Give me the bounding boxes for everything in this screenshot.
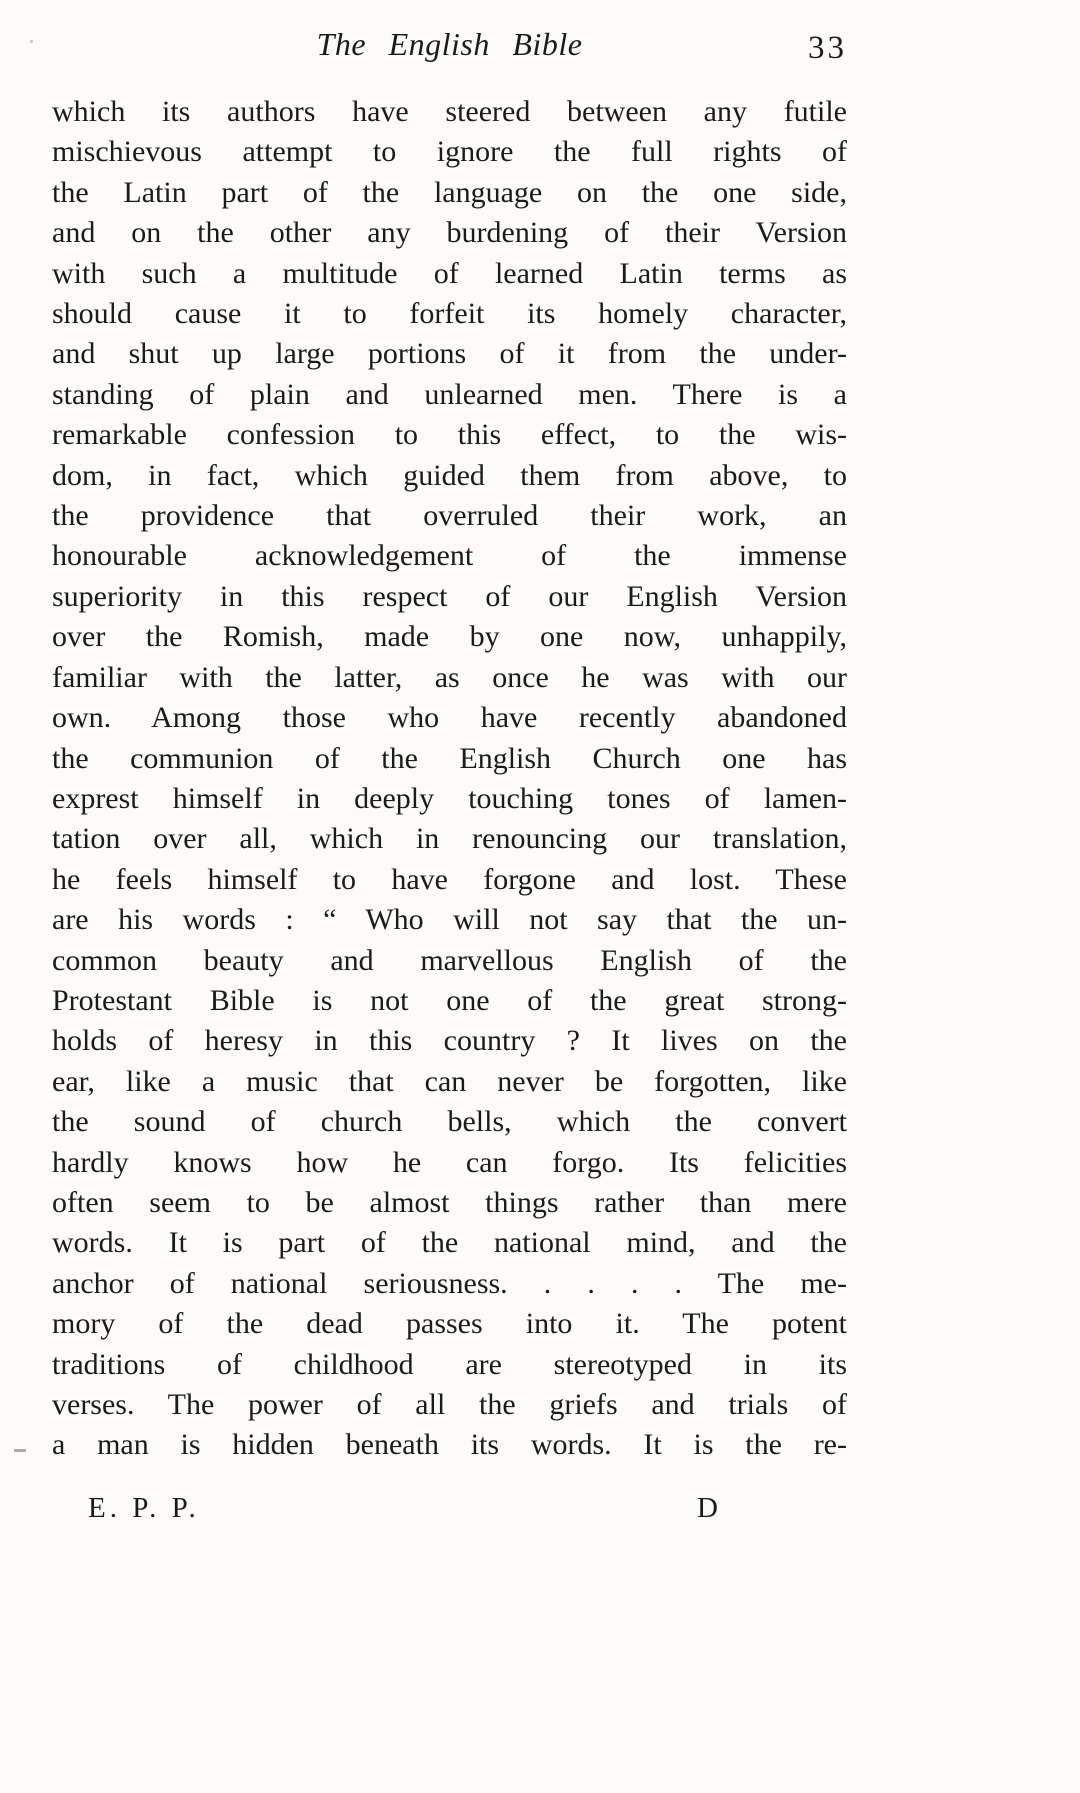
body-line: the providence that overruled their work, an <box>52 499 847 533</box>
body-line: a man is hidden beneath its words. It is the re- <box>52 1428 847 1462</box>
body-line: remarkable confession to this effect, to the wis- <box>52 418 847 452</box>
body-line: tation over all, which in renouncing our translation, <box>52 822 847 856</box>
body-line: verses. The power of all the griefs and trials of <box>52 1388 847 1421</box>
body-line: hardly knows how he can forgo. Its felicities <box>52 1145 847 1179</box>
body-line: he feels himself to have forgone and lost. These <box>52 862 847 896</box>
body-line: with such a multitude of learned Latin terms as <box>52 256 847 290</box>
footer-signature-left: E. P. P. <box>88 1491 200 1524</box>
page-body <box>52 92 847 1466</box>
body-line: exprest himself in deeply touching tones of lamen- <box>52 781 847 815</box>
body-line: the Latin part of the language on the one side, <box>52 175 847 209</box>
body-line: Protestant Bible is not one of the great strong- <box>52 983 847 1017</box>
body-line: are his words : “ Who will not say that the un- <box>52 903 847 937</box>
body-line: superiority in this respect of our English Version <box>52 579 847 613</box>
body-line: dom, in fact, which guided them from above, to <box>52 458 847 492</box>
text-column <box>52 22 847 1532</box>
body-line: own. Among those who have recently abandoned <box>52 701 847 735</box>
body-line: familiar with the latter, as once he was with our <box>52 660 847 694</box>
body-line: the sound of church bells, which the convert <box>52 1105 847 1139</box>
body-line: which its authors have steered between any futile <box>52 95 847 128</box>
body-line: should cause it to forfeit its homely character, <box>52 297 847 331</box>
body-line: over the Romish, made by one now, unhappily, <box>52 620 847 654</box>
body-line: standing of plain and unlearned men. There is a <box>52 377 847 411</box>
body-line: common beauty and marvellous English of the <box>52 943 847 977</box>
footer-signature-mark: D <box>697 1491 719 1524</box>
scan-artifact-dot <box>30 40 33 43</box>
body-line: anchor of national seriousness. . . . . The me- <box>52 1266 847 1300</box>
body-line: and on the other any burdening of their Version <box>52 216 847 250</box>
running-header <box>52 22 847 70</box>
body-line: the communion of the English Church one has <box>52 741 847 775</box>
body-line: mischievous attempt to ignore the full rights of <box>52 135 847 169</box>
body-line: holds of heresy in this country ? It lives on the <box>52 1024 847 1058</box>
body-line: and shut up large portions of it from the under- <box>52 337 847 371</box>
page-number: 33 <box>808 30 847 66</box>
body-line: honourable acknowledgement of the immense <box>52 539 847 573</box>
page-title: The English Bible <box>316 26 583 62</box>
body-line: often seem to be almost things rather than mere <box>52 1185 847 1219</box>
page-footer <box>52 1492 847 1532</box>
scan-artifact-dash <box>14 1449 26 1452</box>
body-line: mory of the dead passes into it. The potent <box>52 1307 847 1341</box>
body-line: words. It is part of the national mind, and the <box>52 1226 847 1260</box>
body-line: ear, like a music that can never be forgotten, like <box>52 1064 847 1098</box>
body-line: traditions of childhood are stereotyped in its <box>52 1347 847 1381</box>
